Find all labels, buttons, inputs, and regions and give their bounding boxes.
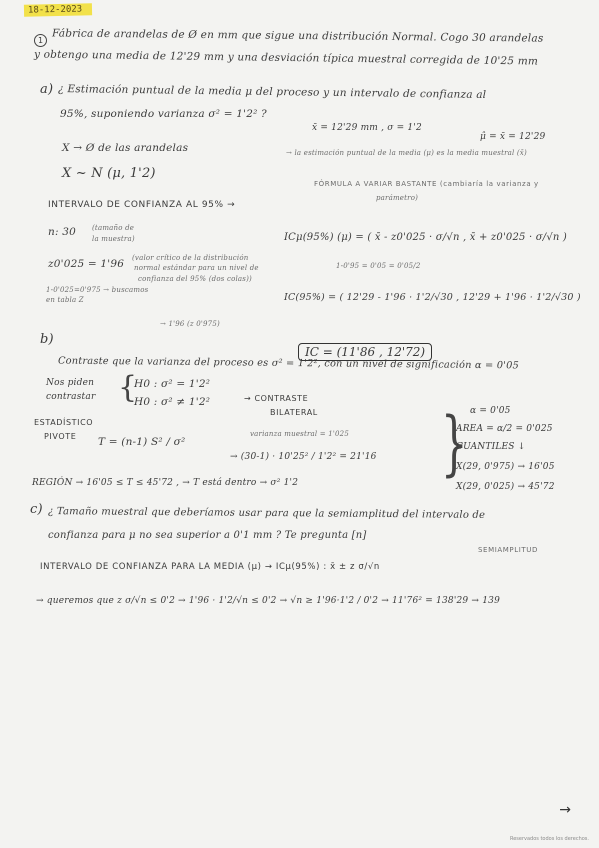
ic-result-box: IC = (11'86 , 12'72) (298, 343, 432, 361)
part-a-label: a) (40, 82, 54, 97)
estadistico-2: PIVOTE (44, 432, 77, 441)
part-c-line-2: confianza para μ no sea superior a 0'1 mm ? Te pregunta [n] (48, 530, 367, 541)
contraste-1: → CONTRASTE (244, 394, 309, 403)
rejection-region: REGIÓN → 16'05 ≤ T ≤ 45'72 , → T está dentro → σ² 1'2 (32, 478, 299, 488)
part-c-label: c) (30, 502, 43, 517)
footer-watermark: Reservados todos los derechos. (509, 836, 589, 842)
h-intro-2: contrastar (46, 392, 96, 402)
z-aux-2: en tabla Z (46, 296, 84, 304)
formula-note-2: parámetro) (376, 194, 419, 202)
next-page-arrow-icon: → (559, 802, 571, 818)
z-aux-3: → 1'96 (z 0'975) (160, 320, 220, 328)
part-b-line-1: Contraste que la varianza del proceso es σ² = 1'2², con un nivel de significación α = 0'05 (57, 355, 520, 372)
z-note-3: confianza del 95% (dos colas)) (138, 275, 252, 283)
z-aux-1: 1-0'025=0'975 → buscamos (46, 286, 149, 294)
ic-title: INTERVALO DE CONFIANZA AL 95% → (48, 200, 236, 210)
z-value: z0'025 = 1'96 (48, 258, 125, 270)
x-distribution: X ~ N (μ, 1'2) (62, 166, 156, 181)
part-a-line-1: ¿ Estimación puntual de la media μ del proceso y un intervalo de confianza al (57, 83, 487, 101)
h1: H0 : σ² ≠ 1'2² (134, 396, 211, 408)
side-cuantiles: CUANTILES ↓ (456, 442, 526, 452)
hypothesis-brace: { (118, 370, 138, 405)
side-alpha: α = 0'05 (470, 406, 511, 416)
n-value: n: 30 (48, 226, 76, 238)
side-chi-2: X(29, 0'025) → 45'72 (456, 482, 555, 492)
h-intro-1: Nos piden (46, 378, 95, 388)
side-chi-1: X(29, 0'975) → 16'05 (456, 462, 555, 472)
statement-line-2: y obtengo una media de 12'29 mm y una desviación típica muestral corregida de 10'25 mm (33, 48, 539, 68)
ic-media-line: INTERVALO DE CONFIANZA PARA LA MEDIA (μ) → ICμ(95%) : x̄ ± z σ/√n (40, 562, 380, 572)
final-calculation: → queremos que z σ/√n ≤ 0'2 → 1'96 · 1'2/√n ≤ 0'2 → √n ≥ 1'96·1'2 / 0'2 → 11'76² = 138'29 → 139 (36, 596, 500, 606)
side-area: AREA = α/2 = 0'025 (456, 424, 553, 434)
part-a-given: x̄ = 12'29 mm , σ = 1'2 (312, 123, 422, 133)
problem-number: 1 (34, 34, 47, 47)
part-a-note: → la estimación puntual de la media (μ) es la media muestral (x̄) (286, 149, 527, 157)
ic-formula-sub: 1-0'95 = 0'05 = 0'05/2 (336, 262, 421, 270)
statement-line-1: Fábrica de arandelas de Ø en mm que sigue una distribución Normal. Cogo 30 arandelas (51, 27, 544, 45)
z-note-1: (valor crítico de la distribución (132, 254, 249, 262)
estadistico-1: ESTADÍSTICO (34, 418, 94, 427)
h0: H0 : σ² = 1'2² (134, 378, 211, 390)
part-a-mu-estimate: μ̂ = x̄ = 12'29 (480, 132, 546, 142)
statistic-formula: T = (n-1) S² / σ² (98, 436, 186, 448)
statistic-note: varianza muestral = 1'025 (250, 430, 349, 438)
semiamplitud: SEMIAMPLITUD (478, 546, 538, 554)
date-highlight: 18-12-2023 (24, 3, 92, 16)
ic-formula: ICμ(95%) (μ) = ( x̄ - z0'025 · σ/√n , x̄ + z0'025 · σ/√n ) (284, 232, 568, 243)
statistic-calc: → (30-1) · 10'25² / 1'2² = 21'16 (230, 452, 377, 462)
formula-note-1: FÓRMULA A VARIAR BASTANTE (cambiaría la varianza y (314, 180, 539, 188)
part-b-label: b) (40, 332, 54, 347)
part-c-line-1: ¿ Tamaño muestral que deberíamos usar para que la semiamplitud del intervalo de (47, 506, 486, 521)
n-note-2: la muestra) (92, 235, 135, 243)
z-note-2: normal estándar para un nivel de (134, 264, 259, 272)
part-a-line-2: 95%, suponiendo varianza σ² = 1'2² ? (60, 108, 267, 120)
x-definition: X → Ø de las arandelas (62, 142, 189, 154)
ic-numeric: IC(95%) = ( 12'29 - 1'96 · 1'2/√30 , 12'29 + 1'96 · 1'2/√30 ) (284, 292, 581, 303)
contraste-2: BILATERAL (270, 408, 318, 417)
n-note-1: (tamaño de (92, 224, 135, 232)
side-brace: } (440, 402, 468, 484)
